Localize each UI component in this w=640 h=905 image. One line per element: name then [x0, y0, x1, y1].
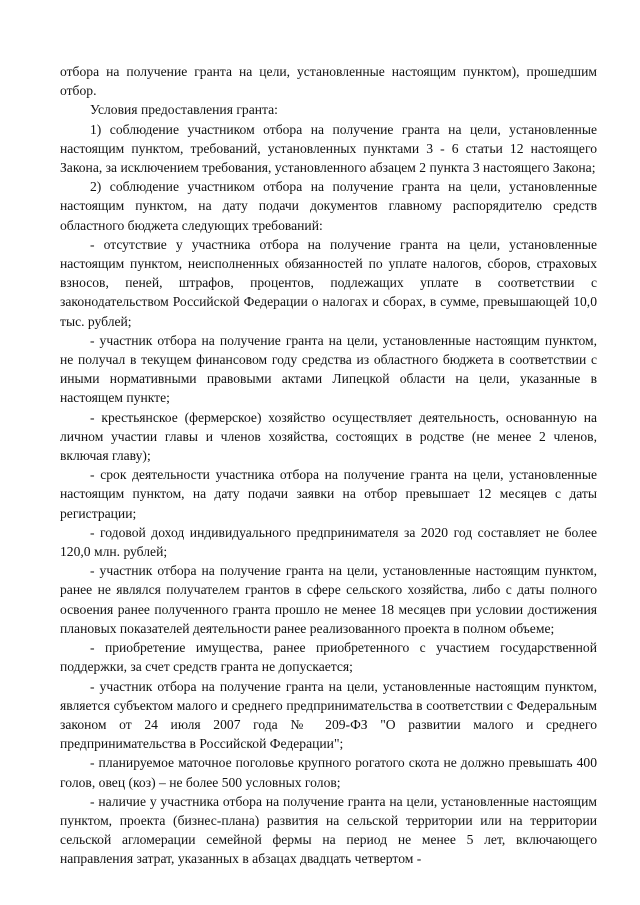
paragraph: - планируемое маточное поголовье крупного рогатого скота не должно превышать 400 голов, овец (коз) – не более 500 условных голов;	[60, 755, 597, 790]
paragraph: отбора на получение гранта на цели, установленные настоящим пунктом), прошедшим отбор.	[60, 64, 597, 99]
paragraph: - участник отбора на получение гранта на цели, установленные настоящим пунктом, является субъектом малого и среднего предпринимательства в соответствии с Федеральным законом от 24 июля 2007 года № 209-ФЗ "О развитии малого и среднего предпринимательства в Российской Федерации";	[60, 678, 597, 752]
paragraph: - участник отбора на получение гранта на цели, установленные настоящим пунктом, ранее не являлся получателем грантов в сфере сельского хозяйства, либо с даты полного освоения ранее полученного гранта прошло не менее 18 месяцев при условии достижения плановых показателей деятельности ранее реализованного проекта в полном объеме;	[60, 563, 597, 636]
paragraph: - приобретение имущества, ранее приобретенного с участием государственной поддержки, за счет средств гранта не допускается;	[60, 640, 597, 675]
paragraph: - отсутствие у участника отбора на получение гранта на цели, установленные настоящим пунктом, неисполненных обязанностей по уплате налогов, сборов, страховых взносов, пеней, штрафов, процентов, подлежащих уплате в соответствии с законодательством Российской Федерации о налогах и сборах, в сумме, превышающей 10,0 тыс. рублей;	[60, 236, 597, 329]
document-body	[60, 62, 597, 869]
paragraph: 2) соблюдение участником отбора на получение гранта на цели, установленные настоящим пунктом, на дату подачи документов главному распорядителю средств областного бюджета следующих требований:	[60, 179, 597, 233]
paragraph: - наличие у участника отбора на получение гранта на цели, установленные настоящим пунктом, проекта (бизнес-плана) развития на сельской территории или на территории сельской агломерации семейной фермы на период не менее 5 лет, включающего направления затрат, указанных в абзацах двадцать четвертом -	[60, 793, 597, 867]
paragraph: - годовой доход индивидуального предпринимателя за 2020 год составляет не более 120,0 млн. рублей;	[60, 524, 597, 560]
paragraph: - крестьянское (фермерское) хозяйство осуществляет деятельность, основанную на личном участии главы и членов хозяйства, состоящих в родстве (не менее 2 членов, включая главу);	[60, 409, 597, 464]
paragraph: - срок деятельности участника отбора на получение гранта на цели, установленные настоящим пунктом, на дату подачи заявки на отбор превышает 12 месяцев с даты регистрации;	[60, 467, 597, 521]
paragraph: - участник отбора на получение гранта на цели, установленные настоящим пунктом, не получал в текущем финансовом году средства из областного бюджета в соответствии с иными нормативными правовыми актами Липецкой области на цели, указанные в настоящем пункте;	[60, 332, 597, 406]
paragraph: Условия предоставления гранта:	[90, 102, 278, 118]
paragraph: 1) соблюдение участником отбора на получение гранта на цели, установленные настоящим пунктом, требований, установленных пунктами 3 - 6 статьи 12 настоящего Закона, за исключением требования, установленного абзацем 2 пункта 3 настоящего Закона;	[60, 121, 597, 176]
